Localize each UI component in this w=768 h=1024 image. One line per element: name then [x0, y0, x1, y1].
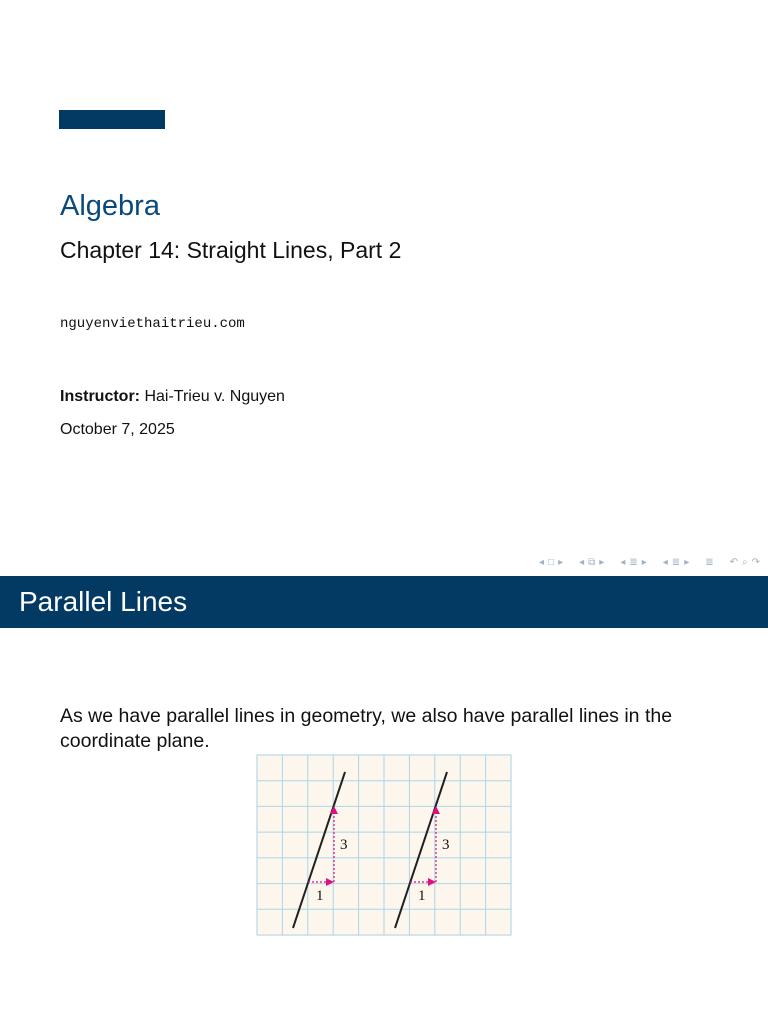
parallel-lines-figure — [256, 754, 512, 936]
run-label-2: 1 — [418, 888, 426, 904]
nav-prev-icon[interactable]: ◂ — [662, 557, 668, 568]
nav-prev-icon[interactable]: ◂ — [539, 557, 545, 568]
presentation-date: October 7, 2025 — [60, 421, 175, 438]
author-url: nguyenviethaitrieu.com — [60, 316, 245, 332]
outline-icon[interactable]: ≣ — [705, 557, 714, 568]
grid-diagram — [256, 754, 512, 936]
rise-label-1: 3 — [340, 837, 348, 853]
subsection-frames-icon[interactable]: ⧉ — [588, 557, 596, 568]
slide-frame-icon[interactable]: □ — [548, 557, 555, 568]
back-icon[interactable]: ↶ — [729, 557, 738, 568]
slide-body-text: As we have parallel lines in geometry, we also have parallel lines in the coordinate plane. — [60, 704, 673, 752]
frame-title-bar — [0, 576, 768, 628]
nav-next-icon[interactable]: ▸ — [684, 557, 690, 568]
search-icon[interactable]: ⌕ — [742, 557, 748, 568]
nav-next-icon[interactable]: ▸ — [641, 557, 647, 568]
nav-prev-icon[interactable]: ◂ — [579, 557, 585, 568]
nav-prev-icon[interactable]: ◂ — [620, 557, 626, 568]
nav-next-icon[interactable]: ▸ — [599, 557, 605, 568]
frame-title: Parallel Lines — [19, 586, 188, 617]
nav-next-icon[interactable]: ▸ — [558, 557, 564, 568]
run-label-1: 1 — [316, 888, 324, 904]
instructor-label: Instructor: — [60, 388, 140, 405]
rise-label-2: 3 — [442, 837, 450, 853]
instructor-name: Hai-Trieu v. Nguyen — [144, 388, 285, 405]
instructor-line — [60, 386, 285, 408]
subsection-icon[interactable]: ≣ — [671, 557, 681, 568]
deck-title: Algebra — [60, 190, 160, 222]
deck-subtitle: Chapter 14: Straight Lines, Part 2 — [60, 237, 402, 263]
section-icon[interactable]: ≣ — [629, 557, 638, 568]
navigation-bar — [539, 556, 760, 570]
parallel-lines-slide — [0, 576, 768, 1024]
forward-icon[interactable]: ↷ — [751, 557, 760, 568]
title-accent-bar — [59, 110, 165, 129]
